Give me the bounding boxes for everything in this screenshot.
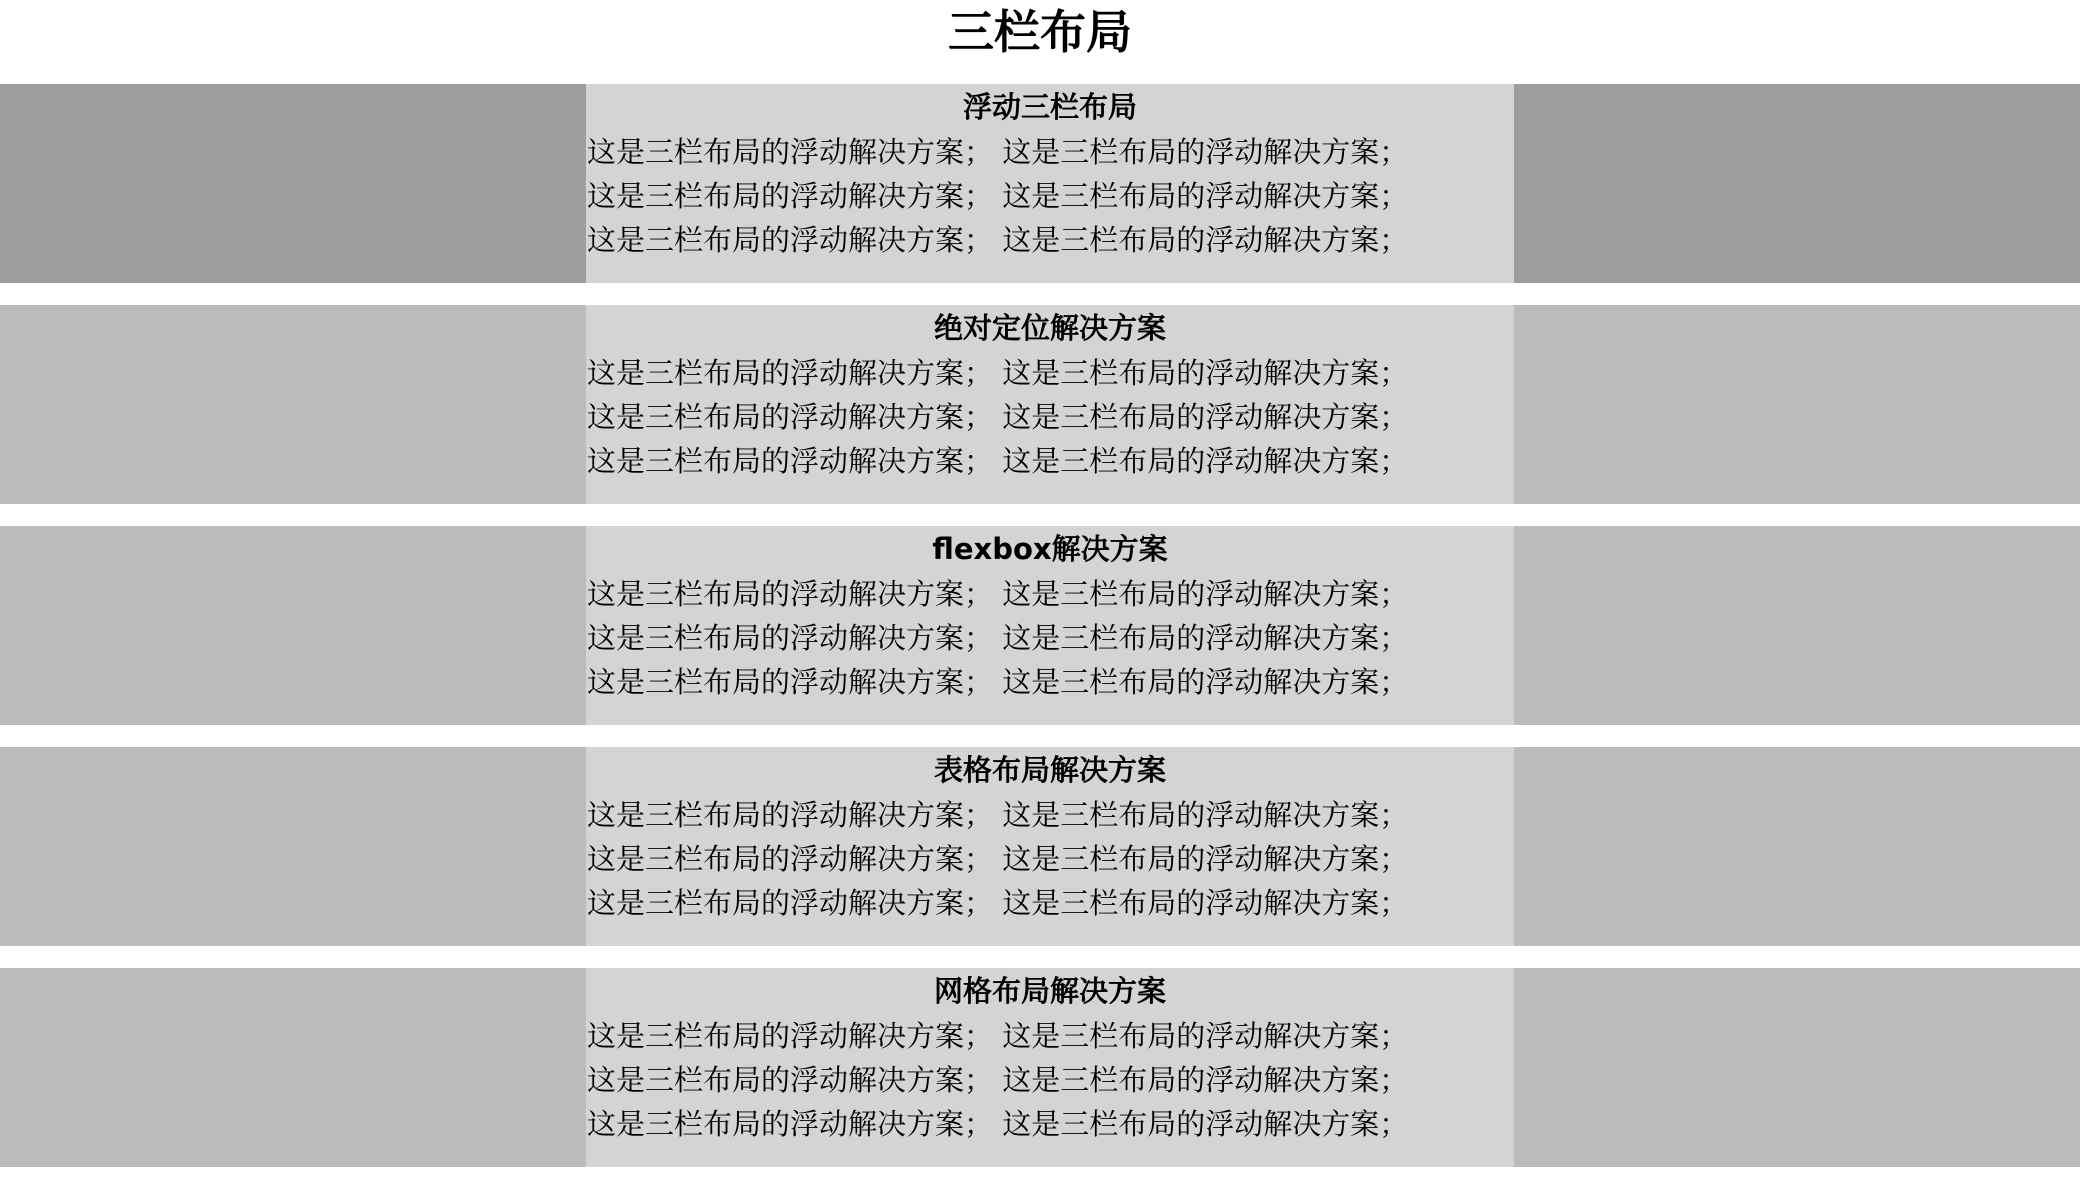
section-text-line: 这是三栏布局的浮动解决方案； 这是三栏布局的浮动解决方案； — [587, 842, 1409, 876]
right-column — [1514, 526, 2080, 725]
section-text-line: 这是三栏布局的浮动解决方案； 这是三栏布局的浮动解决方案； — [587, 444, 1409, 478]
center-column — [586, 526, 1514, 725]
layout-section — [0, 968, 2080, 1167]
center-column — [586, 968, 1514, 1167]
center-column — [586, 747, 1514, 946]
section-text-line: 这是三栏布局的浮动解决方案； 这是三栏布局的浮动解决方案； — [587, 223, 1409, 257]
center-column — [586, 305, 1514, 504]
right-column — [1514, 84, 2080, 283]
section-heading: 表格布局解决方案 — [933, 753, 1166, 787]
section-heading: 绝对定位解决方案 — [933, 311, 1166, 345]
left-column — [0, 968, 586, 1167]
section-text-line: 这是三栏布局的浮动解决方案； 这是三栏布局的浮动解决方案； — [587, 179, 1409, 213]
section-text-line: 这是三栏布局的浮动解决方案； 这是三栏布局的浮动解决方案； — [587, 135, 1409, 169]
right-column — [1514, 968, 2080, 1167]
layout-section — [0, 526, 2080, 725]
left-column — [0, 305, 586, 504]
section-heading: flexbox解决方案 — [932, 532, 1168, 566]
layout-section — [0, 84, 2080, 283]
section-text-line: 这是三栏布局的浮动解决方案； 这是三栏布局的浮动解决方案； — [587, 1019, 1409, 1053]
section-text-line: 这是三栏布局的浮动解决方案； 这是三栏布局的浮动解决方案； — [587, 1107, 1409, 1141]
left-column — [0, 747, 586, 946]
section-text-line: 这是三栏布局的浮动解决方案； 这是三栏布局的浮动解决方案； — [587, 621, 1409, 655]
left-column — [0, 526, 586, 725]
section-text-line: 这是三栏布局的浮动解决方案； 这是三栏布局的浮动解决方案； — [587, 886, 1409, 920]
section-text-line: 这是三栏布局的浮动解决方案； 这是三栏布局的浮动解决方案； — [587, 577, 1409, 611]
section-text-line: 这是三栏布局的浮动解决方案； 这是三栏布局的浮动解决方案； — [587, 798, 1409, 832]
section-text-line: 这是三栏布局的浮动解决方案； 这是三栏布局的浮动解决方案； — [587, 400, 1409, 434]
right-column — [1514, 305, 2080, 504]
section-heading: 网格布局解决方案 — [933, 974, 1166, 1008]
section-text-line: 这是三栏布局的浮动解决方案； 这是三栏布局的浮动解决方案； — [587, 1063, 1409, 1097]
center-column — [586, 84, 1514, 283]
section-text-line: 这是三栏布局的浮动解决方案； 这是三栏布局的浮动解决方案； — [587, 356, 1409, 390]
left-column — [0, 84, 586, 283]
section-text-line: 这是三栏布局的浮动解决方案； 这是三栏布局的浮动解决方案； — [587, 665, 1409, 699]
page-title: 三栏布局 — [948, 5, 1132, 59]
section-heading: 浮动三栏布局 — [962, 90, 1137, 124]
layout-section — [0, 305, 2080, 504]
right-column — [1514, 747, 2080, 946]
sections-container — [0, 84, 2080, 1167]
layout-section — [0, 747, 2080, 946]
